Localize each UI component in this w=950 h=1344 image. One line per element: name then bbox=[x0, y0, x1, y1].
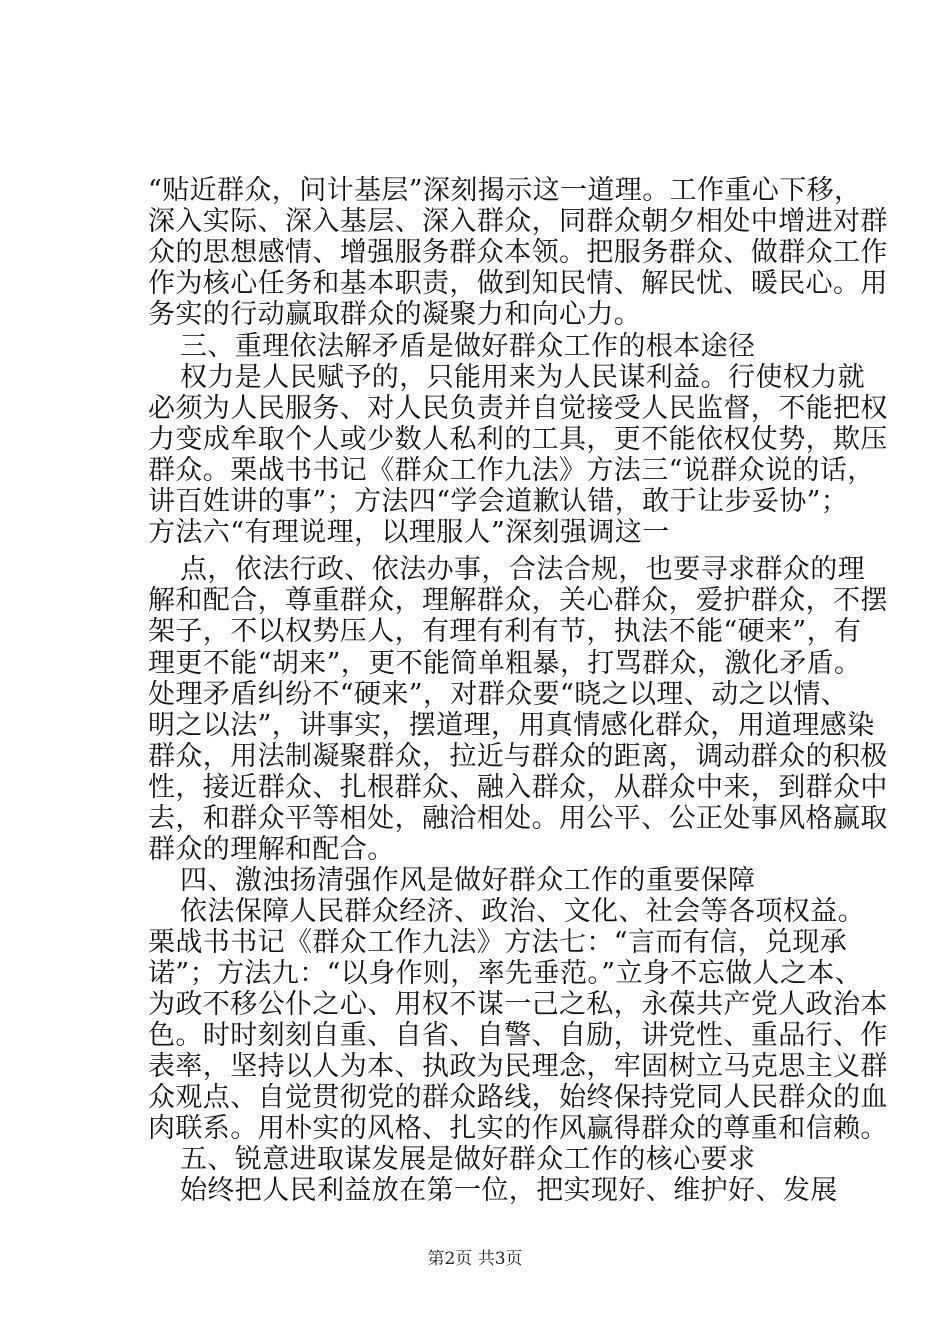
text-line: 众的思想感情、增强服务群众本领。把服务群众、做群众工作 bbox=[148, 237, 888, 268]
text-line: 群众。栗战书书记《群众工作九法》方法三“说群众说的话， bbox=[148, 455, 875, 486]
text-line: 色。时时刻刻自重、自省、自警、自励，讲党性、重品行、作 bbox=[148, 1020, 888, 1051]
section-heading: 五、锐意进取谋发展是做好群众工作的核心要求 bbox=[180, 1144, 756, 1175]
text-line: 架子，不以权势压人，有理有利有节，执法不能“硬来”，有 bbox=[148, 616, 862, 647]
text-line: 权力是人民赋予的，只能用来为人民谋利益。行使权力就 bbox=[180, 362, 865, 393]
text-line: 众观点、自觉贯彻党的群众路线，始终保持党同人民群众的血 bbox=[148, 1082, 888, 1113]
text-line: 必须为人民服务、对人民负责并自觉接受人民监督，不能把权 bbox=[148, 393, 888, 424]
text-line: 点，依法行政、依法办事，合法合规，也要寻求群众的理 bbox=[180, 554, 865, 585]
section-heading: 四、激浊扬清强作风是做好群众工作的重要保障 bbox=[180, 865, 756, 896]
text-line: 务实的行动赢取群众的凝聚力和向心力。 bbox=[148, 299, 642, 330]
section-heading: 三、重理依法解矛盾是做好群众工作的根本途径 bbox=[180, 331, 756, 362]
text-line: 群众，用法制凝聚群众，拉近与群众的距离，调动群众的积极 bbox=[148, 741, 888, 772]
text-line: 依法保障人民群众经济、政治、文化、社会等各项权益。 bbox=[180, 896, 865, 927]
text-line: 性，接近群众、扎根群众、融入群众，从群众中来，到群众中 bbox=[148, 772, 888, 803]
text-line: 诺”；方法九：“以身作则，率先垂范。”立身不忘做人之本、 bbox=[148, 958, 863, 989]
page-number-label: 第2页 共3页 bbox=[427, 1249, 523, 1269]
text-line: 表率，坚持以人为本、执政为民理念，牢固树立马克思主义群 bbox=[148, 1051, 888, 1082]
text-line: 肉联系。用朴实的风格、扎实的作风赢得群众的尊重和信赖。 bbox=[148, 1113, 888, 1144]
text-line: 深入实际、深入基层、深入群众，同群众朝夕相处中增进对群 bbox=[148, 206, 888, 237]
text-line: 力变成牟取个人或少数人私利的工具，更不能依权仗势，欺压 bbox=[148, 424, 888, 455]
text-line: 群众的理解和配合。 bbox=[148, 834, 395, 865]
text-line: 作为核心任务和基本职责，做到知民情、解民忧、暖民心。用 bbox=[148, 268, 888, 299]
text-line: “贴近群众，问计基层”深刻揭示这一道理。工作重心下移， bbox=[148, 175, 862, 206]
text-line: 明之以法”，讲事实，摆道理，用真情感化群众，用道理感染 bbox=[148, 710, 875, 741]
text-line: 解和配合，尊重群众，理解群众，关心群众，爱护群众，不摆 bbox=[148, 585, 888, 616]
text-line: 栗战书书记《群众工作九法》方法七：“言而有信，兑现承 bbox=[148, 927, 848, 958]
page-footer bbox=[0, 1244, 950, 1269]
text-line: 为政不移公仆之心、用权不谋一己之私，永葆共产党人政治本 bbox=[148, 989, 888, 1020]
text-line: 方法六“有理说理，以理服人”深刻强调这一 bbox=[148, 517, 670, 548]
text-line: 理更不能“胡来”，更不能简单粗暴，打骂群众，激化矛盾。 bbox=[148, 648, 862, 679]
text-line: 处理矛盾纠纷不“硬来”，对群众要“晓之以理、动之以情、 bbox=[148, 679, 849, 710]
text-line: 始终把人民利益放在第一位，把实现好、维护好、发展 bbox=[180, 1175, 838, 1206]
text-line: 讲百姓讲的事”；方法四“学会道歉认错，敢于让步妥协”； bbox=[148, 486, 849, 517]
text-line: 去，和群众平等相处，融洽相处。用公平、公正处事风格赢取 bbox=[148, 803, 888, 834]
